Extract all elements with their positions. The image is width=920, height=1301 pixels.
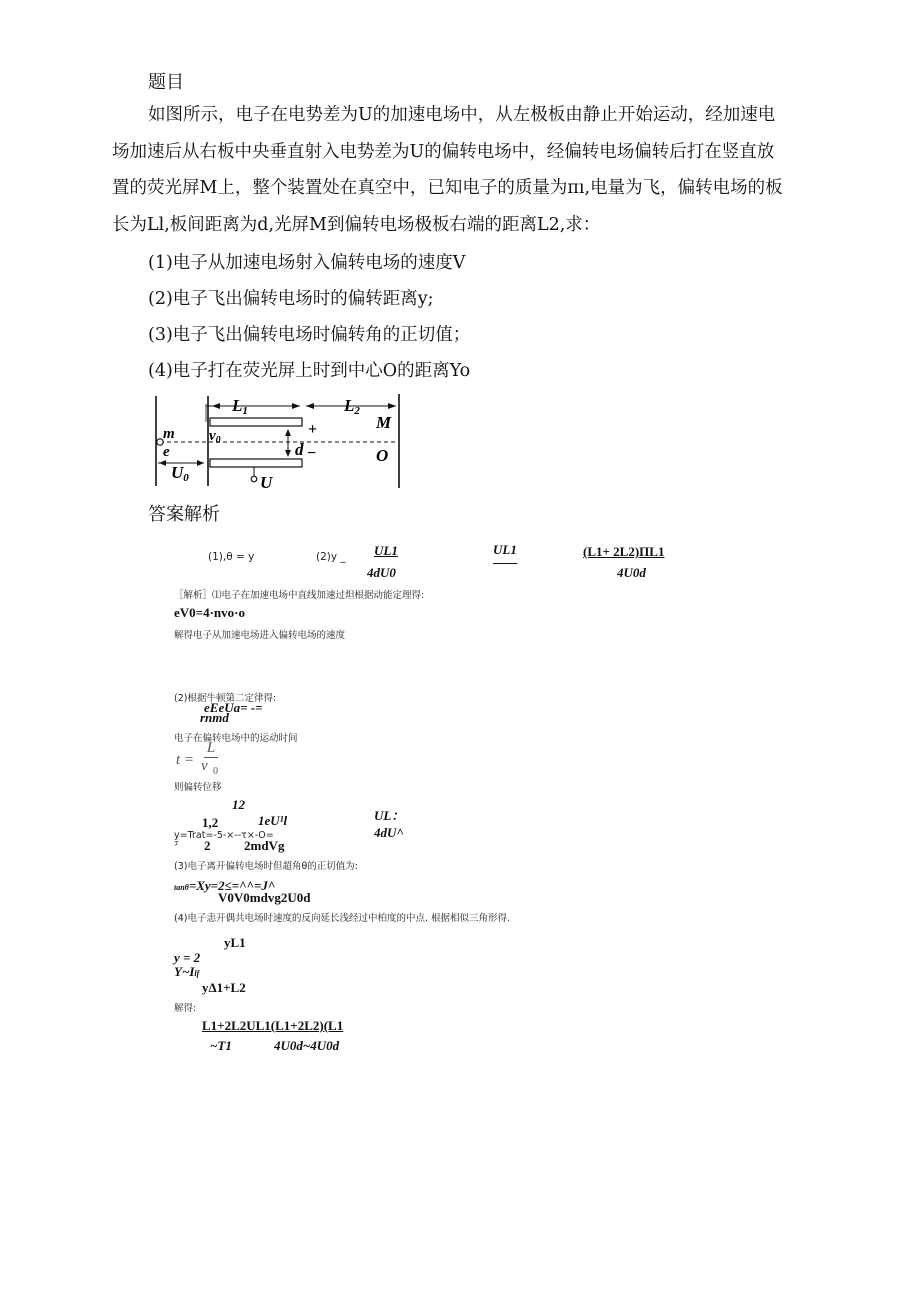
arrow-head [285,450,291,457]
question-3: (3)电子飞出偏转电场时偏转角的正切值； [148,325,471,345]
displacement-half: 1,2 [202,815,219,830]
problem-statement [112,97,812,243]
displacement-note: 则偏转位移 [174,782,222,793]
final-numerator: L1+2L2UL1(L1+2L2)(L1 [202,1018,344,1033]
arrow-head [285,429,291,436]
displacement-result-numerator: UL： [374,808,405,823]
label-charge-e: e [163,444,170,460]
answer-2: (2)y _ [316,551,346,563]
similar-triangle-equation: y = 2 [174,950,201,965]
arrow-head [306,403,314,409]
displacement-denominator: 2mdVg [244,838,285,853]
displacement-result-denominator: 4dU^ [374,825,404,840]
problem-line-4: 长为Ll,板间距离为d,光屏M到偏转电场极板右端的距离L2,求： [112,214,601,235]
label-center-o: O [376,446,389,465]
label-mass-m: m [163,426,175,442]
displacement-subscript: 7 [174,840,179,848]
solve-label: 解得: [174,1003,197,1014]
final-denominator-a: ~T1 [210,1038,232,1053]
lower-deflection-plate [210,459,302,467]
velocity-note: 解得电子从加速电场进入偏转电场的速度 [174,630,346,641]
document-page: 题目 如图所示，电子在电势差为U的加速电场中，从左极板由静止开始运动，经加速电 场加速后从右板中央垂直射入电势差为U的偏转电场中，经偏转电场偏转后打在竖直放 置的荧光屏M上，整个装置处在真空中，已知电子的质量为πı,电量为飞，偏转电场的板 长为Ll,板间距离为d,光屏M到偏转电场极板右端的距离L2,求： (1)电子从加速电场射入偏转电场的速度V (2)电子飞出偏转电场时的偏转距离y; (3)电子飞出偏转电场时偏转角的正切值； (4)电子打在荧光屏上时到中心O的距离Yo L1 L2 M m e $v_0$ U0 + d − O U 答案解析 (1),θ = y (2)y _ UL1 4dU0 UL1 (L1+ 2L2)ΠL1 4U0d ［解析］⑴电子在加速电场中直线加速过炟根据动能定理得: eV0=4·nvo·o 解得电子从加速电场进入偏转电场的速度 (2)根据牛顿第二定律得: eEeUa= -= rnmd 电子在偏转电场中的运动时间 t = L v 0 则偏转位移 12 1,2 1eU¹l y=Trat=-5-×--τ×-O= 7 2 2mdVg UL： 4dU^ (3)电子离开偏转电场时但超角θ的正切值为: tanθ=Xy=2≤=^^=J^ V0V0mdvg2U0d (4)电子恚开偶共电场时速度的反向延长浅经过中柏度的中点. 根据相似三角形得. yL1 y = 2 Y~Ilf yΔ1+L2 解得: L1+2L2UL1(L1+2L2)(L1 ~T1 4U0d~4U0d [0,0,920,1301]
final-denominator-b: 4U0d~4U0d [274,1038,340,1053]
arrow-head [212,403,220,409]
upper-deflection-plate [210,418,302,426]
problem-heading: 题目 [148,72,184,93]
answer-4-numerator: (L1+ 2L2)ΠL1 [583,544,665,559]
similar-triangle-denominator: yΔ1+L2 [202,980,246,995]
apparatus-figure [150,392,410,492]
arrow-head [292,403,300,409]
tangent-denominator: V0V0mdvg2U0d [218,890,311,905]
question-1: (1)电子从加速电场射入偏转电场的速度V [148,253,466,273]
solution-part-1: ［解析］⑴电子在加速电场中直线加速过炟根据动能定理得: [174,590,425,601]
solution-part-3: (3)电子离开偏转电场时但超角θ的正切值为: [174,861,358,872]
label-d: d [295,440,304,459]
label-l1: L1 [232,396,248,417]
similar-triangle-numerator: yL1 [224,935,246,950]
acceleration-equation: eEeUa= -= [204,700,263,715]
label-plus: + [308,421,318,438]
question-4: (4)电子打在荧光屏上时到中心O的距离Yo [148,361,471,381]
arrow-head [159,460,166,466]
problem-line-2: 场加速后从右板中央垂直射入电势差为U的偏转电场中，经偏转电场偏转后打在竖直放 [112,141,775,162]
displacement-numerator: 1eU¹l [258,813,288,828]
tangent-equation: tanθ=Xy=2≤=^^=J^ [174,878,276,893]
label-v0: $v_0$ [209,428,221,446]
acceleration-denominator: rnmd [200,710,229,725]
answer-3-fraction: UL1 [493,542,517,564]
question-2: (2)电子飞出偏转电场时的偏转距离y; [148,289,434,309]
label-l2: L2 [344,396,360,417]
solution-part-4: (4)电子恚开偶共电场时速度的反向延长浅经过中柏度的中点. 根据相似三角形得. [174,913,511,924]
energy-equation: eV0=4·nvo·o [174,605,245,620]
label-u: U [260,473,273,492]
time-note: 电子在偏转电场中的运动时间 [174,733,298,744]
solution-part-2: (2)根据牛顿第二定律得: [174,693,277,704]
terminal-dot [251,476,257,482]
arrow-head [388,403,396,409]
problem-line-1: 如图所示，电子在电势差为U的加速电场中，从左极板由静止开始运动，经加速电 [148,105,776,125]
displacement-equation: y=Trat=-5-×--τ×-O= [174,830,274,841]
label-u0: U0 [171,463,189,484]
displacement-two: 2 [204,838,211,853]
arrow-head [197,460,204,466]
answer-4-denominator: 4U0d [617,565,646,580]
label-screen-m: M [376,413,392,432]
answer-1: (1),θ = y [208,551,255,563]
answer-2-denominator: 4dU0 [367,565,396,580]
displacement-12: 12 [232,797,245,812]
similar-triangle-y: Y~Ilf [174,964,200,979]
label-minus: − [307,445,317,462]
answer-heading: 答案解析 [148,504,220,525]
problem-line-3: 置的荧光屏M上，整个装置处在真空中，已知电子的质量为πı,电量为飞，偏转电场的板 [112,178,783,198]
answer-2-numerator: UL1 [374,543,398,558]
